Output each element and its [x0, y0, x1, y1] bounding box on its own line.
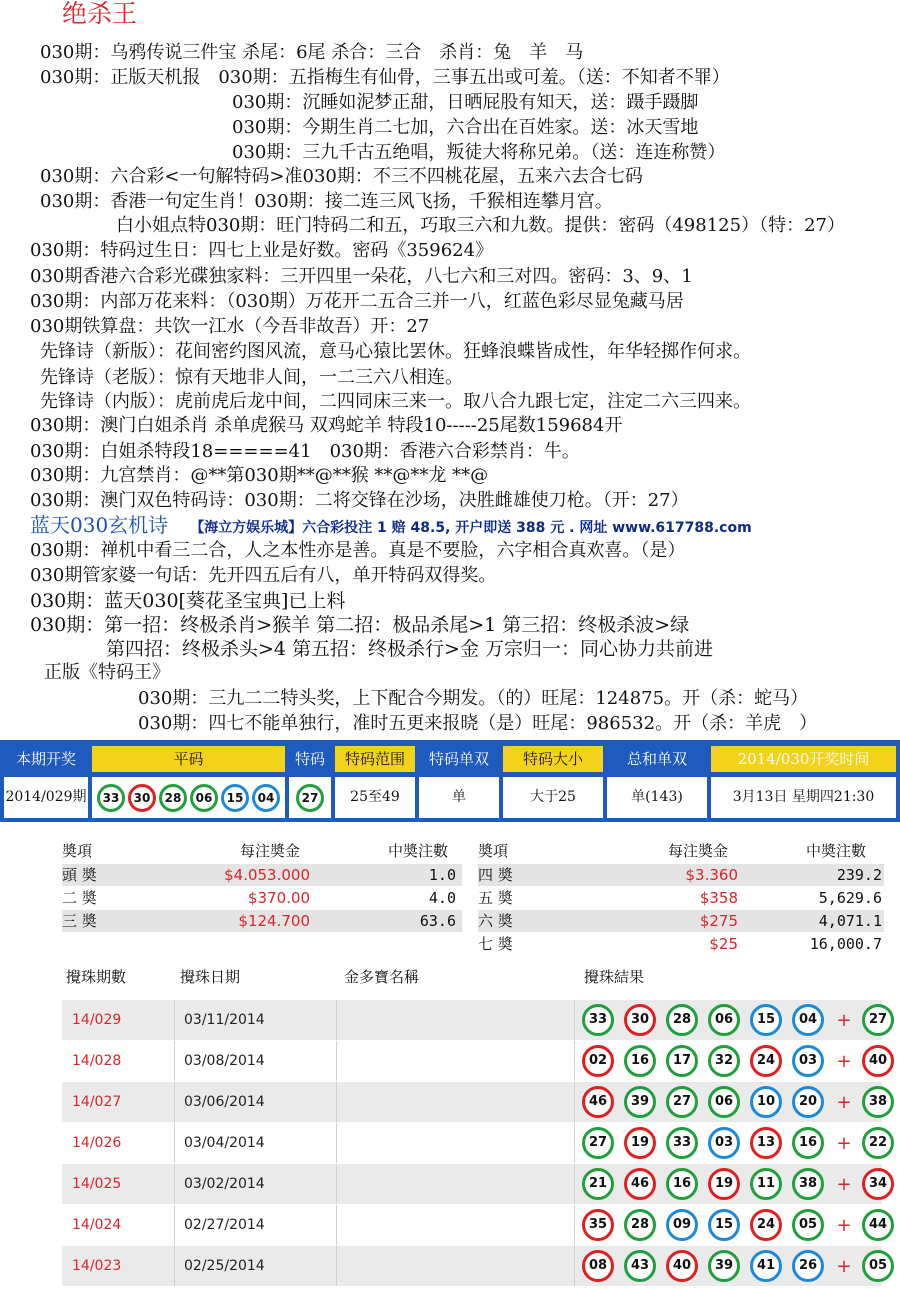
prize-header-amount: 每注奬金 [240, 842, 301, 860]
draw-date: 03/04/2014 [184, 1135, 265, 1151]
table-row [62, 1123, 888, 1163]
plus-sign: + [836, 1050, 852, 1072]
special-number [289, 777, 331, 818]
prize-name: 頭 奬 [62, 866, 97, 884]
lottery-ball: 17 [666, 1045, 698, 1077]
prize-amount: $275 [699, 912, 738, 930]
prize-name: 六 奬 [478, 912, 513, 930]
column-divider [336, 1000, 337, 1040]
text-line: 030期：三九二二特头奖，上下配合今期发。（的）旺尾：124875。开（杀：蛇马） [138, 688, 809, 709]
plus-sign: + [836, 1214, 852, 1236]
column-divider [174, 1041, 175, 1081]
regular-ball: 28 [159, 784, 187, 812]
lottery-ball: 06 [708, 1004, 740, 1036]
column-divider [574, 1000, 575, 1040]
result-balls [582, 1004, 900, 1036]
lottery-ball: 24 [750, 1045, 782, 1077]
lottery-ball: 20 [792, 1086, 824, 1118]
lottery-ball: 11 [750, 1168, 782, 1200]
text-line: 030期：蓝天030[葵花圣宝典]已上料 [30, 590, 346, 612]
table-row [62, 1082, 888, 1122]
lottery-ball: 27 [666, 1086, 698, 1118]
draw-period: 14/025 [72, 1176, 122, 1192]
text-line: 030期：内部万花来料：（030期）万花开二五合三并一八，红蓝色彩尽显兔藏马居 [30, 291, 684, 312]
text-line: 030期：九宫禁肖：@**第030期**@**猴 **@**龙 **@ [30, 465, 489, 486]
prize-name: 七 奬 [478, 935, 513, 953]
text-line: 030期：香港一句定生肖！030期：接二连三风飞扬，千猴相连攀月宫。 [40, 191, 613, 212]
special-ball: 27 [862, 1004, 894, 1036]
column-divider [336, 1164, 337, 1204]
column-divider [574, 1041, 575, 1081]
prize-amount: $3.360 [685, 866, 738, 884]
text-line: 030期：今期生肖二七加，六合出在百姓家。送：冰天雪地 [232, 117, 699, 138]
regular-ball: 30 [128, 784, 156, 812]
text-line: 030期：白姐杀特段18=====41 030期：香港六合彩禁肖：牛。 [30, 441, 580, 462]
special-ball: 05 [862, 1250, 894, 1282]
regular-ball: 06 [190, 784, 218, 812]
prize-header-count: 中奬注數 [388, 842, 449, 860]
header-size: 特码大小 [503, 746, 603, 772]
prize-header-amount-2: 每注奬金 [668, 842, 729, 860]
column-divider [336, 1123, 337, 1163]
draw-period: 2014/029期 [4, 777, 88, 818]
plus-sign: + [836, 1132, 852, 1154]
advert-banner: 【海立方娱乐城】六合彩投注 1 赔 48.5, 开户即送 388 元 . 网址 www.617788.com [190, 520, 752, 536]
lottery-ball: 28 [666, 1004, 698, 1036]
prize-amount: $124.700 [238, 912, 310, 930]
prize-amount: $358 [699, 889, 738, 907]
plus-sign: + [836, 1255, 852, 1277]
column-divider [336, 1041, 337, 1081]
draw-date: 03/11/2014 [184, 1012, 265, 1028]
lottery-ball: 09 [666, 1209, 698, 1241]
draw-period: 14/027 [72, 1094, 122, 1110]
lottery-ball: 08 [582, 1250, 614, 1282]
result-balls [582, 1250, 900, 1282]
special-ball: 40 [862, 1045, 894, 1077]
column-divider [336, 1082, 337, 1122]
text-line: 030期铁算盘：共饮一江水（今吾非故吾）开：27 [30, 316, 430, 337]
draw-period: 14/026 [72, 1135, 122, 1151]
text-line: 第四招：终极杀头>4 第五招：终极杀行>金 万宗归一：同心协力共前进 [106, 638, 714, 660]
header-sum: 总和单双 [607, 746, 707, 772]
lottery-ball: 16 [624, 1045, 656, 1077]
text-line: 正版《特码王》 [44, 662, 170, 683]
lottery-ball: 27 [582, 1127, 614, 1159]
prize-count: 63.6 [419, 912, 456, 930]
text-line: 030期：四七不能单独行，准时五更来报晓（是）旺尾：986532。开（杀：羊虎 ） [138, 713, 818, 734]
table-row [62, 1041, 888, 1081]
result-balls [582, 1168, 900, 1200]
prize-amount: $4.053.000 [224, 866, 310, 884]
header-special: 特码 [289, 746, 331, 772]
lottery-ball: 13 [750, 1127, 782, 1159]
plus-sign: + [836, 1009, 852, 1031]
special-size: 大于25 [503, 777, 603, 818]
regular-ball: 33 [97, 784, 125, 812]
lottery-ball: 39 [708, 1250, 740, 1282]
special-ball: 44 [862, 1209, 894, 1241]
header-odd-even: 特码单双 [419, 746, 499, 772]
prize-name: 五 奬 [478, 889, 513, 907]
lottery-ball: 03 [792, 1045, 824, 1077]
column-divider [174, 1205, 175, 1245]
lottery-ball: 10 [750, 1086, 782, 1118]
prize-row [478, 864, 884, 886]
prize-amount: $370.00 [247, 889, 310, 907]
lottery-ball: 46 [582, 1086, 614, 1118]
draw-date: 03/02/2014 [184, 1176, 265, 1192]
draw-period: 14/029 [72, 1012, 122, 1028]
lottery-ball: 19 [708, 1168, 740, 1200]
special-ball: 22 [862, 1127, 894, 1159]
lottery-ball: 05 [792, 1209, 824, 1241]
prize-name: 三 奬 [62, 912, 97, 930]
column-divider [336, 1246, 337, 1286]
text-line: 030期：澳门白姐杀肖 杀单虎猴马 双鸡蛇羊 特段10-----25尾数159684开 [30, 415, 623, 436]
text-line: 白小姐点特030期：旺门特码二和五，巧取三六和九数。提供：密码（498125）（特：27） [116, 215, 845, 236]
prize-name: 二 奬 [62, 889, 97, 907]
lottery-ball: 41 [750, 1250, 782, 1282]
prize-count: 4.0 [428, 889, 456, 907]
regular-numbers [92, 777, 285, 818]
text-line: 030期香港六合彩光碟独家料：三开四里一朵花，八七六和三对四。密码：3、9、1 [30, 266, 693, 287]
prize-header-name: 奬項 [62, 842, 93, 860]
lottery-ball: 15 [750, 1004, 782, 1036]
prize-count: 16,000.7 [809, 935, 882, 953]
lottery-ball: 26 [792, 1250, 824, 1282]
prize-header-count-2: 中奬注數 [806, 842, 867, 860]
lottery-ball: 46 [624, 1168, 656, 1200]
text-line: 030期：三九千古五绝唱，叛徒大将称兄弟。（送：连连称赞） [232, 142, 726, 163]
lottery-ball: 06 [708, 1086, 740, 1118]
lottery-ball: 04 [792, 1004, 824, 1036]
prize-row [62, 910, 462, 932]
prize-row [62, 864, 462, 886]
lottery-ball: 24 [750, 1209, 782, 1241]
draw-date: 03/06/2014 [184, 1094, 265, 1110]
column-divider [574, 1164, 575, 1204]
prize-header-name-2: 奬項 [478, 842, 509, 860]
text-line: 030期：特码过生日：四七上业是好数。密码《359624》 [30, 240, 494, 261]
prize-count: 239.2 [836, 866, 882, 884]
header-period: 本期开奖 [4, 746, 88, 772]
plus-sign: + [836, 1091, 852, 1113]
table-row [62, 1205, 888, 1245]
special-range: 25至49 [335, 777, 415, 818]
column-divider [574, 1082, 575, 1122]
lottery-ball: 35 [582, 1209, 614, 1241]
lottery-ball: 16 [792, 1127, 824, 1159]
prize-row [478, 887, 884, 909]
lottery-ball: 40 [666, 1250, 698, 1282]
draw-period: 14/028 [72, 1053, 122, 1069]
lottery-ball: 16 [666, 1168, 698, 1200]
table-row [62, 1164, 888, 1204]
prize-count: 5,629.6 [818, 889, 882, 907]
draw-panel [0, 740, 900, 822]
prize-count: 1.0 [428, 866, 456, 884]
regular-ball: 04 [252, 784, 280, 812]
header-next-time: 2014/030开奖时间 [711, 746, 896, 772]
special-ball: 27 [296, 784, 324, 812]
prize-row [478, 910, 884, 932]
text-line: 先锋诗（内版）：虎前虎后龙中间，二四同床三来一。取八合九跟七定，注定二六三四来。 [40, 391, 751, 412]
prize-row [62, 887, 462, 909]
column-divider [574, 1246, 575, 1286]
column-divider [336, 1205, 337, 1245]
text-line: 030期：六合彩<一句解特码>准030期：不三不四桃花屋，五来六去合七码 [40, 166, 643, 187]
draw-period: 14/023 [72, 1258, 122, 1274]
text-line: 030期：澳门双色特码诗：030期：二将交锋在沙场，决胜雌雄使刀枪。（开：27） [30, 490, 689, 511]
draw-date: 02/25/2014 [184, 1258, 265, 1274]
lottery-ball: 02 [582, 1045, 614, 1077]
special-ball: 38 [862, 1086, 894, 1118]
lottery-ball: 39 [624, 1086, 656, 1118]
lottery-ball: 21 [582, 1168, 614, 1200]
page-title: 绝杀王 [62, 0, 138, 28]
special-ball: 34 [862, 1168, 894, 1200]
lottery-ball: 19 [624, 1127, 656, 1159]
text-line: 030期：正版天机报 030期：五指梅生有仙骨，三事五出或可羞。（送：不知者不罪） [40, 67, 730, 88]
next-draw-time: 3月13日 星期四21:30 [711, 777, 896, 818]
header-regular: 平码 [92, 746, 285, 772]
prize-amount: $25 [709, 935, 738, 953]
draw-date: 02/27/2014 [184, 1217, 265, 1233]
results-header-result: 攪珠結果 [584, 968, 645, 986]
prize-count: 4,071.1 [818, 912, 882, 930]
results-header-period: 攪珠期數 [66, 968, 127, 986]
regular-ball: 15 [221, 784, 249, 812]
text-line: 030期：第一招：终极杀肖>猴羊 第二招：极品杀尾>1 第三招：终极杀波>绿 [30, 614, 690, 636]
prize-row [478, 933, 884, 955]
results-header-date: 攪珠日期 [180, 968, 241, 986]
table-row [62, 1000, 888, 1040]
text-line: 030期：沉睡如泥梦正甜，日晒屁股有知天，送：蹑手蹑脚 [232, 92, 699, 113]
lottery-ball: 33 [666, 1127, 698, 1159]
text-line: 030期管家婆一句话：先开四五后有八，单开特码双得奖。 [30, 565, 497, 586]
lottery-ball: 15 [708, 1209, 740, 1241]
results-header-jackpot: 金多寶名稱 [344, 968, 420, 986]
lottery-ball: 03 [708, 1127, 740, 1159]
text-line: 030期：乌鸦传说三件宝 杀尾：6尾 杀合：三合 杀肖：兔 羊 马 [40, 42, 584, 63]
column-divider [574, 1205, 575, 1245]
result-balls [582, 1127, 900, 1159]
column-divider [174, 1082, 175, 1122]
text-line: 先锋诗（新版）：花间密约图风流，意马心猿比罢休。狂蜂浪蝶皆成性，年华轻掷作何求。 [40, 341, 751, 362]
table-row [62, 1246, 888, 1286]
text-line: 先锋诗（老版）：惊有天地非人间，一二三六八相连。 [40, 367, 463, 388]
result-balls [582, 1209, 900, 1241]
text-line: 030期：禅机中看三二合，人之本性亦是善。真是不要脸，六字相合真欢喜。（是） [30, 540, 686, 561]
draw-period: 14/024 [72, 1217, 122, 1233]
column-divider [174, 1246, 175, 1286]
result-balls [582, 1045, 900, 1077]
lottery-ball: 33 [582, 1004, 614, 1036]
section-heading: 蓝天030玄机诗 [30, 513, 169, 537]
column-divider [174, 1164, 175, 1204]
draw-date: 03/08/2014 [184, 1053, 265, 1069]
plus-sign: + [836, 1173, 852, 1195]
lottery-ball: 30 [624, 1004, 656, 1036]
column-divider [174, 1123, 175, 1163]
column-divider [174, 1000, 175, 1040]
lottery-ball: 32 [708, 1045, 740, 1077]
sum-odd-even: 单(143) [607, 777, 707, 818]
lottery-ball: 38 [792, 1168, 824, 1200]
column-divider [574, 1123, 575, 1163]
lottery-ball: 43 [624, 1250, 656, 1282]
header-range: 特码范围 [335, 746, 415, 772]
special-odd-even: 单 [419, 777, 499, 818]
prize-name: 四 奬 [478, 866, 513, 884]
lottery-ball: 28 [624, 1209, 656, 1241]
result-balls [582, 1086, 900, 1118]
